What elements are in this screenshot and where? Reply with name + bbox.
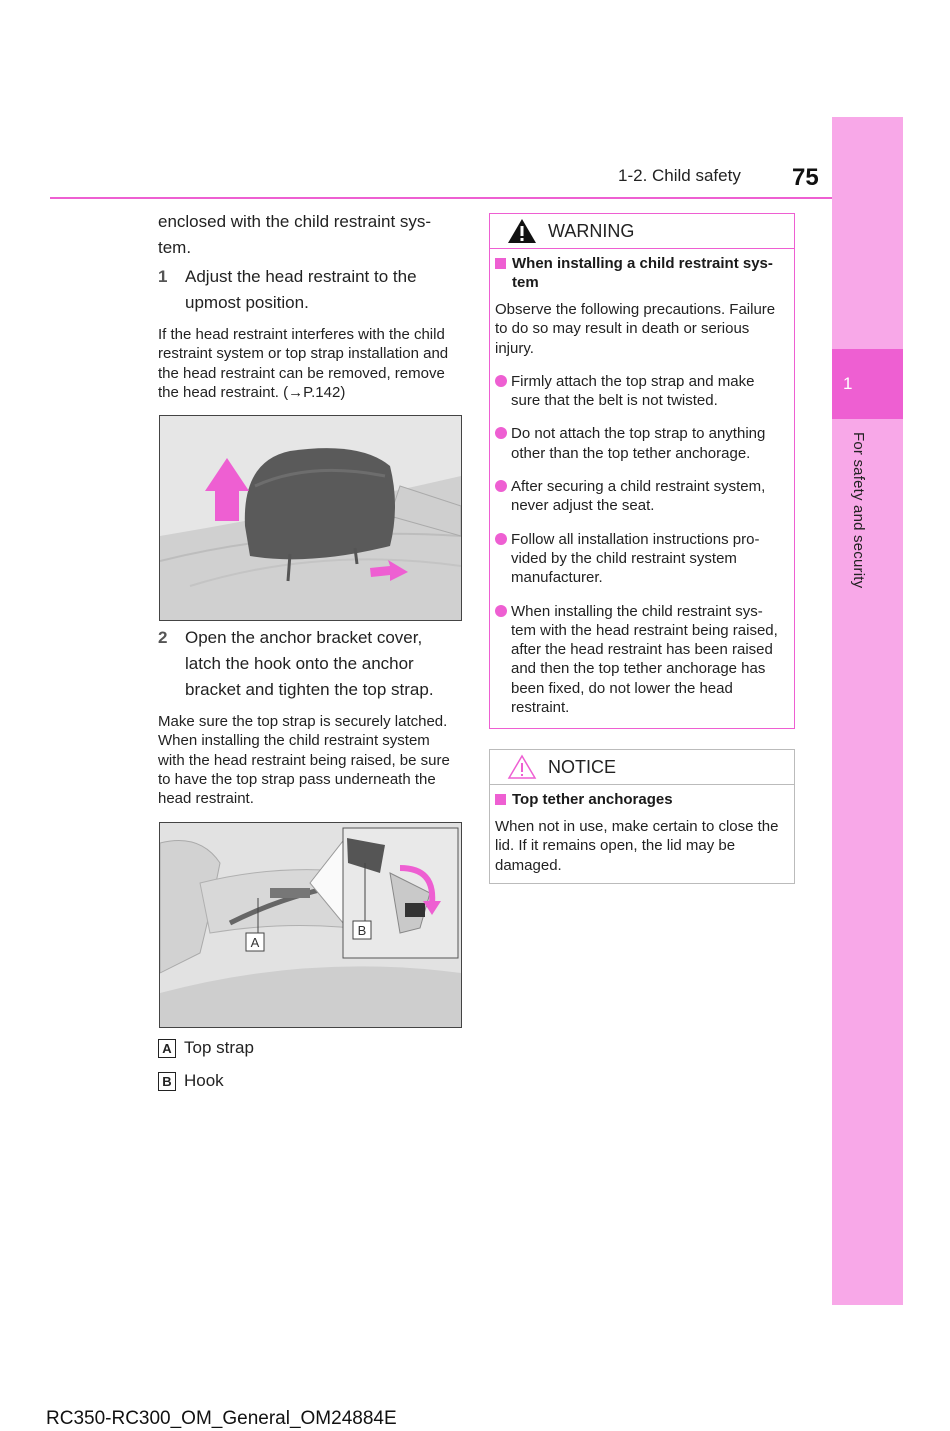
page-number: 75 [792,164,819,191]
warning-bullet-3 [495,477,782,516]
note-2: Make sure the top strap is securely latched. When installing the child restraint system with the head restraint being raised, be sure to have the top strap pass underneath the head restraint. [158,713,450,808]
notice-box [489,749,795,884]
section-title: 1-2. Child safety [618,166,741,185]
step-2-text: Open the anchor bracket cover, latch the hook onto the anchor bracket and tighten the top strap. [185,628,434,699]
label-b-key: B [158,1072,176,1091]
warning-box [489,213,795,729]
step-1-text: Adjust the head restraint to the upmost position. [185,267,417,312]
warning-bullet-text: Do not attach the top strap to anything other than the top tether anchorage. [511,425,766,462]
side-tab [832,117,903,1305]
notice-subheading-text: Top tether anchorages [512,791,673,808]
notice-subheading [495,790,782,809]
warning-bullet-2 [495,424,782,463]
document-footer: RC350-RC300_OM_General_OM24884E [46,1408,397,1429]
bullet-dot-icon [495,605,507,617]
bullet-dot-icon [495,375,507,387]
warning-bullet-4 [495,530,782,588]
warning-header [490,214,794,249]
warning-title: WARNING [548,220,635,241]
bullet-dot-icon [495,480,507,492]
step-2-number: 2 [158,628,168,647]
warning-bullet-1 [495,372,782,411]
warning-intro: Observe the following precautions. Failure to do so may result in death or serious injury. [495,301,776,357]
bullet-dot-icon [495,427,507,439]
step-2 [158,625,458,703]
square-bullet-icon [495,794,506,805]
callout-b: B [357,923,367,938]
head-restraint-figure [159,415,462,621]
notice-header [490,750,794,785]
side-tab-label: For safety and security [850,432,867,589]
warning-body [490,249,794,717]
label-b-text: Hook [184,1071,224,1090]
bullet-dot-icon [495,533,507,545]
header-rule [50,197,832,199]
label-a-key: A [158,1039,176,1058]
warning-bullet-text: Follow all installation instructions pro-vided by the child restraint system manufacturer. [511,530,760,587]
side-tab-number: 1 [843,374,853,393]
step-1 [158,264,453,316]
warning-bullet-text: After securing a child restraint system, never adjust the seat. [511,478,766,515]
notice-title: NOTICE [548,756,617,777]
intro-text: enclosed with the child restraint sys-tem. [158,212,432,257]
warning-bullet-text: Firmly attach the top strap and make sure that the belt is not twisted. [511,372,755,410]
notice-text: When not in use, make certain to close the lid. If it remains open, the lid may be damaged. [495,818,779,874]
label-a-text: Top strap [184,1038,254,1057]
caution-triangle-icon [507,754,537,780]
square-bullet-icon [495,258,506,269]
label-a [158,1038,254,1058]
warning-bullet-text: When installing the child restraint sys-tem with the head restraint being raised, after the head restraint has been raised and then the top tether anchorage has been fixed, do not lower the head restraint. [511,602,778,717]
step-1-number: 1 [158,267,168,286]
notice-body [490,785,794,875]
warning-subheading [495,254,782,292]
anchor-bracket-figure [159,822,462,1028]
warning-subheading-text: When installing a child restraint sys-tem [512,255,773,291]
warning-bullet-5 [495,602,782,718]
label-b [158,1071,224,1091]
note-1: If the head restraint interferes with the child restraint system or top strap installation and the head restraint can be removed, remove the head restraint. (→P.142) [158,326,449,401]
warning-triangle-icon [507,218,537,244]
callout-a: A [250,935,260,950]
